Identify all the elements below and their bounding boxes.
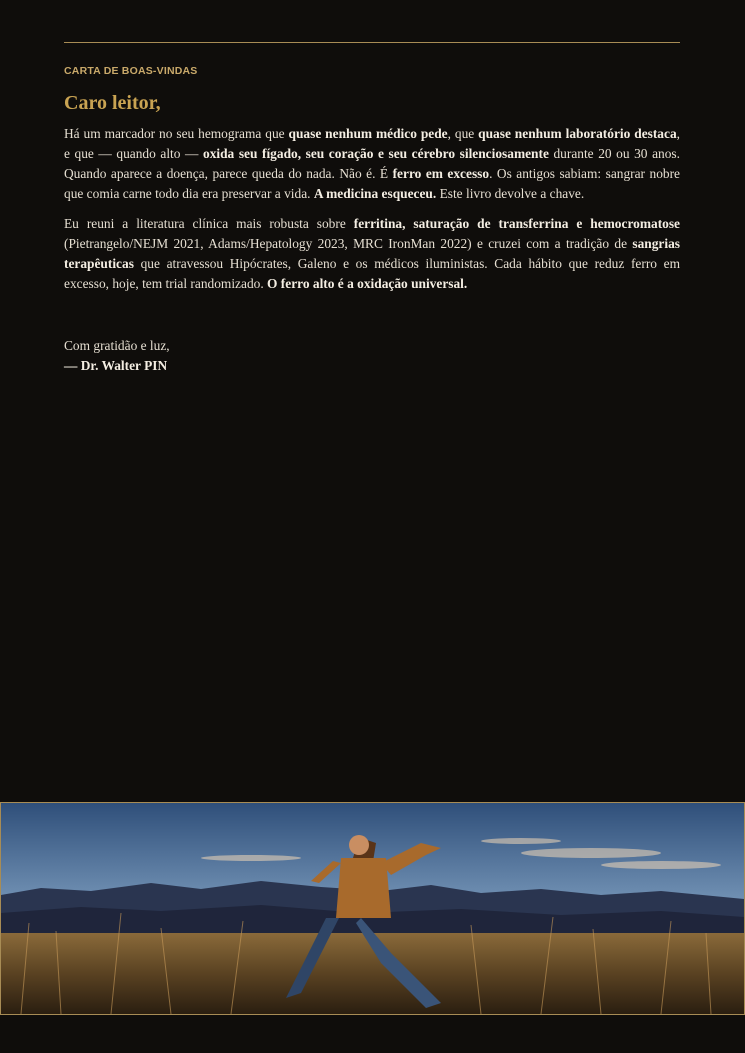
emphasis-text: A medicina esqueceu. [313, 186, 437, 201]
hero-illustration [1, 803, 744, 1014]
emphasis-text: oxida seu fígado, seu coração e seu cérebro silenciosamente [203, 146, 549, 161]
emphasis-text: ferro em excesso [392, 166, 490, 181]
signature: — Dr. Walter PIN [64, 358, 168, 373]
body-text-run: Há um marcador no seu hemograma que [64, 126, 289, 141]
hero-photo-woman-in-field [0, 802, 745, 1015]
section-eyebrow: CARTA DE BOAS-VINDAS [64, 65, 198, 77]
letter-greeting: Caro leitor, [64, 92, 161, 114]
emphasis-text: O ferro alto é a oxidação universal. [267, 276, 468, 291]
emphasis-text: quase nenhum laboratório destaca [478, 126, 677, 141]
emphasis-text: sangrias terapêuticas [64, 236, 680, 271]
emphasis-text: quase nenhum médico pede [288, 126, 448, 141]
body-text-run: . Os antigos sabiam: sangrar nobre que comia carne todo dia era preservar a vida. [64, 166, 680, 201]
top-divider [64, 42, 680, 43]
body-text-run: que atravessou Hipócrates, Galeno e os médicos iluministas. Cada hábito que reduz ferro em excesso, hoje, tem trial randomizado. [64, 256, 680, 291]
closing-line: Com gratidão e luz, [64, 338, 170, 353]
paragraph-2 [64, 214, 680, 294]
emphasis-text: ferritina, saturação de transferrina e hemocromatose [353, 216, 681, 231]
body-text-run: Este livro devolve a chave. [436, 186, 585, 201]
paragraph-1 [64, 124, 680, 204]
body-text-run: (Pietrangelo/NEJM 2021, Adams/Hepatology 2023, MRC IronMan 2022) e cruzei com a tradição de [64, 236, 633, 251]
letter-body [64, 124, 680, 304]
body-text-run: durante 20 ou 30 anos. Quando aparece a doença, parece queda do nada. Não é. É [64, 146, 680, 181]
body-text-run: , que [447, 126, 479, 141]
body-text-run: , e que — quando alto — [64, 126, 680, 161]
body-text-run: Eu reuni a literatura clínica mais robusta sobre [64, 216, 354, 231]
letter-signoff [64, 336, 170, 376]
